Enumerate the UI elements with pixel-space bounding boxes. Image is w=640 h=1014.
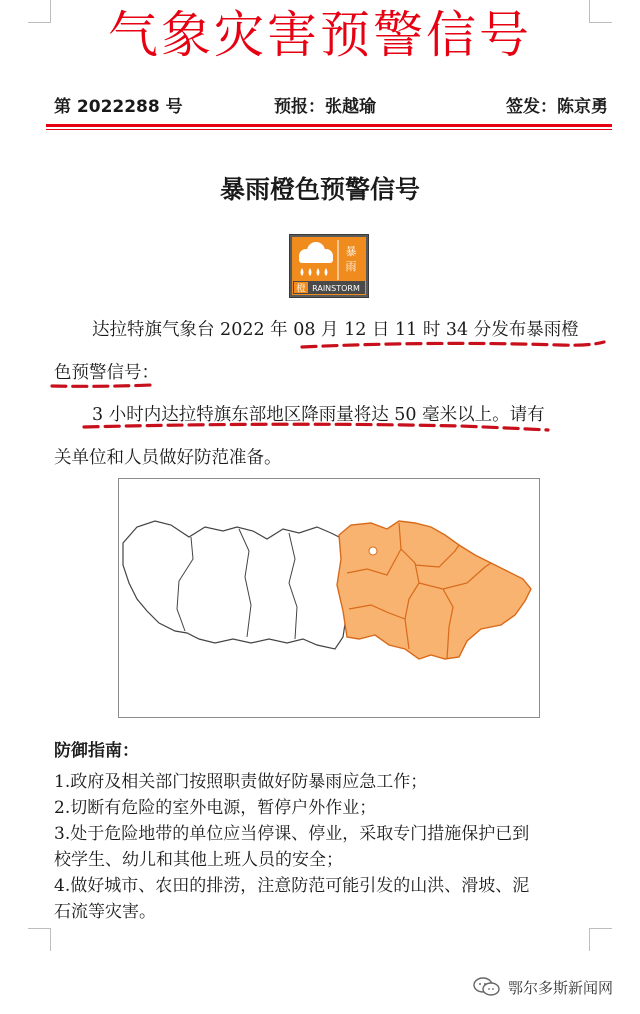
guide-item: 2.切断有危险的室外电源，暂停户外作业； — [54, 798, 377, 818]
wechat-icon — [472, 976, 502, 998]
guide-item: 校学生、幼儿和其他上班人员的安全； — [54, 850, 343, 870]
document-meta-row — [54, 92, 610, 118]
map-region-west — [123, 521, 347, 649]
body-line: 色预警信号： — [54, 363, 159, 383]
guide-title: 防御指南： — [54, 741, 139, 761]
rainstorm-orange-signal-icon — [289, 234, 369, 298]
warning-body — [54, 316, 610, 468]
forecaster-name: 预报：张越瑜 — [274, 97, 376, 117]
watermark-text: 鄂尔多斯新闻网 — [508, 978, 614, 997]
guide-item: 3.处于危险地带的单位应当停课、停业，采取专门措施保护已到 — [54, 824, 530, 844]
page-corner-mark — [589, 928, 612, 951]
guide-item: 石流等灾害。 — [54, 902, 156, 922]
issuer-name: 签发：陈京勇 — [506, 97, 608, 117]
guide-item: 1.政府及相关部门按照职责做好防暴雨应急工作； — [54, 772, 428, 792]
map-region-east-warning — [337, 521, 531, 659]
source-watermark — [472, 972, 613, 1002]
header-divider — [46, 124, 612, 127]
icon-char-mid: 雨 — [345, 260, 357, 273]
body-line: 达拉特旗气象台 2022 年 08 月 12 日 11 时 34 分发布暴雨橙 — [92, 320, 579, 340]
icon-level-char: 橙 — [296, 283, 306, 295]
document-title: 气象灾害预警信号 — [108, 6, 532, 64]
guide-item: 4.做好城市、农田的排涝，注意防范可能引发的山洪、滑坡、泥 — [54, 876, 530, 896]
header-divider-thin — [46, 129, 612, 130]
warning-subtitle: 暴雨橙色预警信号 — [219, 175, 420, 204]
body-line: 3 小时内达拉特旗东部地区降雨量将达 50 毫米以上。请有 — [92, 405, 545, 425]
warning-area-map — [118, 478, 540, 718]
map-city-marker — [369, 547, 377, 555]
body-line: 关单位和人员做好防范准备。 — [54, 448, 282, 468]
icon-label: RAINSTORM — [312, 284, 360, 293]
icon-char-top: 暴 — [345, 245, 357, 258]
serial-number: 第 2022288 号 — [54, 97, 183, 117]
page-corner-mark — [28, 928, 51, 951]
